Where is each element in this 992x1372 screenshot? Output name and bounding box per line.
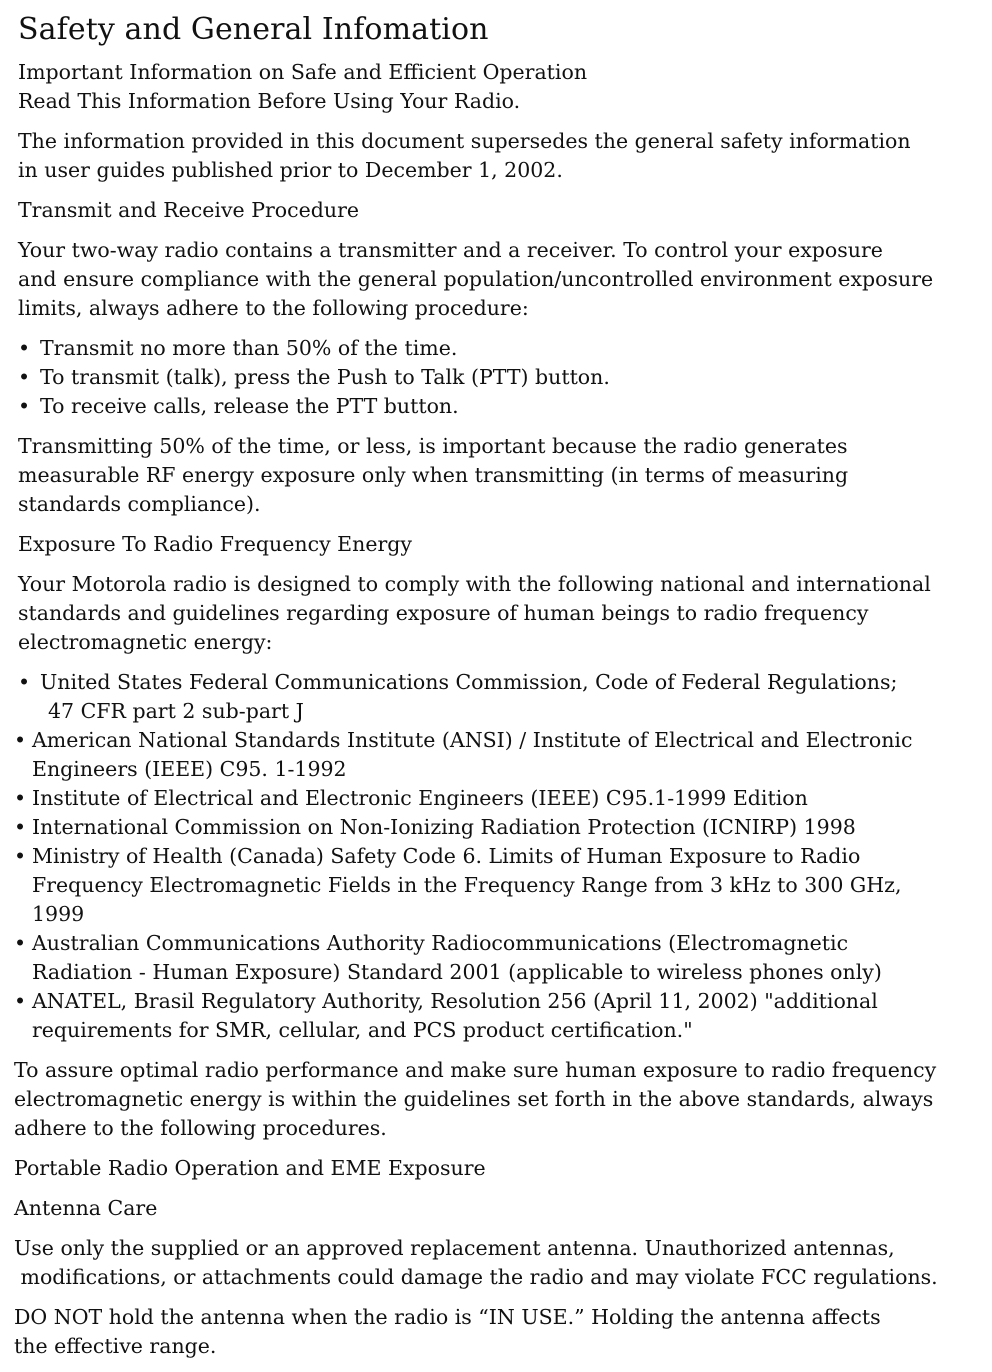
list-item-text: Engineers (IEEE) C95. 1-1992 <box>32 757 347 781</box>
donot-paragraph <box>14 1303 980 1361</box>
exposure-heading: Exposure To Radio Frequency Energy <box>18 532 412 556</box>
intro-line: Read This Information Before Using Your Radio. <box>18 89 521 113</box>
list-item-text: American National Standards Institute (ANSI) / Institute of Electrical and Electronic <box>32 728 913 752</box>
transmit-paragraph <box>18 236 980 323</box>
intro-paragraph <box>18 58 980 116</box>
transmit-line: Your two-way radio contains a transmitter and a receiver. To control your exposure <box>18 238 883 262</box>
list-item <box>18 363 980 392</box>
assure-paragraph <box>14 1056 980 1143</box>
list-item <box>18 668 980 726</box>
list-item-text: Institute of Electrical and Electronic Engineers (IEEE) C95.1-1999 Edition <box>32 786 808 810</box>
assure-line: adhere to the following procedures. <box>14 1116 387 1140</box>
list-item-text: Australian Communications Authority Radiocommunications (Electromagnetic <box>32 931 849 955</box>
exposure-line: standards and guidelines regarding exposure of human beings to radio frequency <box>18 601 869 625</box>
bullet-icon: • <box>14 931 27 955</box>
bullet-icon: • <box>14 728 27 752</box>
antenna-line: Use only the supplied or an approved replacement antenna. Unauthorized antennas, <box>14 1236 895 1260</box>
list-item <box>14 929 980 987</box>
exposure-line: electromagnetic energy: <box>18 630 273 654</box>
list-item <box>14 784 980 813</box>
list-item-text: Frequency Electromagnetic Fields in the Frequency Range from 3 kHz to 300 GHz, <box>32 873 902 897</box>
supersedes-line: The information provided in this document supersedes the general safety information <box>18 129 911 153</box>
list-item-text: International Commission on Non-Ionizing Radiation Protection (ICNIRP) 1998 <box>32 815 856 839</box>
transmit-line: and ensure compliance with the general population/uncontrolled environment exposure <box>18 267 934 291</box>
bullet-icon: • <box>14 989 27 1013</box>
bullet-icon: • <box>18 336 31 360</box>
transmitting-line: Transmitting 50% of the time, or less, is important because the radio generates <box>18 434 848 458</box>
list-item-text: To receive calls, release the PTT button. <box>40 394 459 418</box>
bullet-icon: • <box>14 815 27 839</box>
donot-line: the effective range. <box>14 1334 217 1358</box>
list-item <box>14 842 980 929</box>
exposure-paragraph <box>18 570 980 657</box>
donot-line: DO NOT hold the antenna when the radio is “IN USE.” Holding the antenna affects <box>14 1305 881 1329</box>
list-item-text: requirements for SMR, cellular, and PCS product certification." <box>32 1018 693 1042</box>
antenna-heading: Antenna Care <box>14 1196 158 1220</box>
transmitting-line: standards compliance). <box>18 492 261 516</box>
bullet-icon: • <box>14 844 27 868</box>
bullet-icon: • <box>14 786 27 810</box>
list-item <box>18 334 980 363</box>
list-item-text: Ministry of Health (Canada) Safety Code 6. Limits of Human Exposure to Radio <box>32 844 861 868</box>
portable-heading: Portable Radio Operation and EME Exposure <box>14 1156 486 1180</box>
antenna-paragraph <box>14 1234 980 1292</box>
transmit-heading: Transmit and Receive Procedure <box>18 198 360 222</box>
page-title: Safety and General Infomation <box>18 12 489 47</box>
standards-list <box>18 668 980 726</box>
transmit-line: limits, always adhere to the following procedure: <box>18 296 529 320</box>
list-item-text: Transmit no more than 50% of the time. <box>40 336 458 360</box>
list-item <box>18 392 980 421</box>
assure-line: To assure optimal radio performance and make sure human exposure to radio frequency <box>14 1058 937 1082</box>
bullet-icon: • <box>18 670 31 694</box>
assure-line: electromagnetic energy is within the guidelines set forth in the above standards, always <box>14 1087 934 1111</box>
bullet-icon: • <box>18 394 31 418</box>
standards-list-continued <box>14 726 980 1045</box>
transmitting-line: measurable RF energy exposure only when transmitting (in terms of measuring <box>18 463 849 487</box>
list-item <box>14 813 980 842</box>
antenna-line: modifications, or attachments could damage the radio and may violate FCC regulations. <box>14 1265 938 1289</box>
procedure-list <box>18 334 980 421</box>
list-item-text: ANATEL, Brasil Regulatory Authority, Resolution 256 (April 11, 2002) "additional <box>32 989 878 1013</box>
supersedes-paragraph <box>18 127 980 185</box>
list-item-text: 47 CFR part 2 sub-part J <box>48 699 304 723</box>
list-item <box>14 726 980 784</box>
intro-line: Important Information on Safe and Efficient Operation <box>18 60 588 84</box>
list-item <box>14 987 980 1045</box>
document-page <box>14 10 980 1372</box>
exposure-line: Your Motorola radio is designed to comply with the following national and international <box>18 572 931 596</box>
bullet-icon: • <box>18 365 31 389</box>
supersedes-line: in user guides published prior to December 1, 2002. <box>18 158 563 182</box>
list-item-text: To transmit (talk), press the Push to Talk (PTT) button. <box>40 365 610 389</box>
list-item-text: 1999 <box>32 902 85 926</box>
transmitting-paragraph <box>18 432 980 519</box>
list-item-text: Radiation - Human Exposure) Standard 2001 (applicable to wireless phones only) <box>32 960 882 984</box>
list-item-text: United States Federal Communications Commission, Code of Federal Regulations; <box>40 670 898 694</box>
